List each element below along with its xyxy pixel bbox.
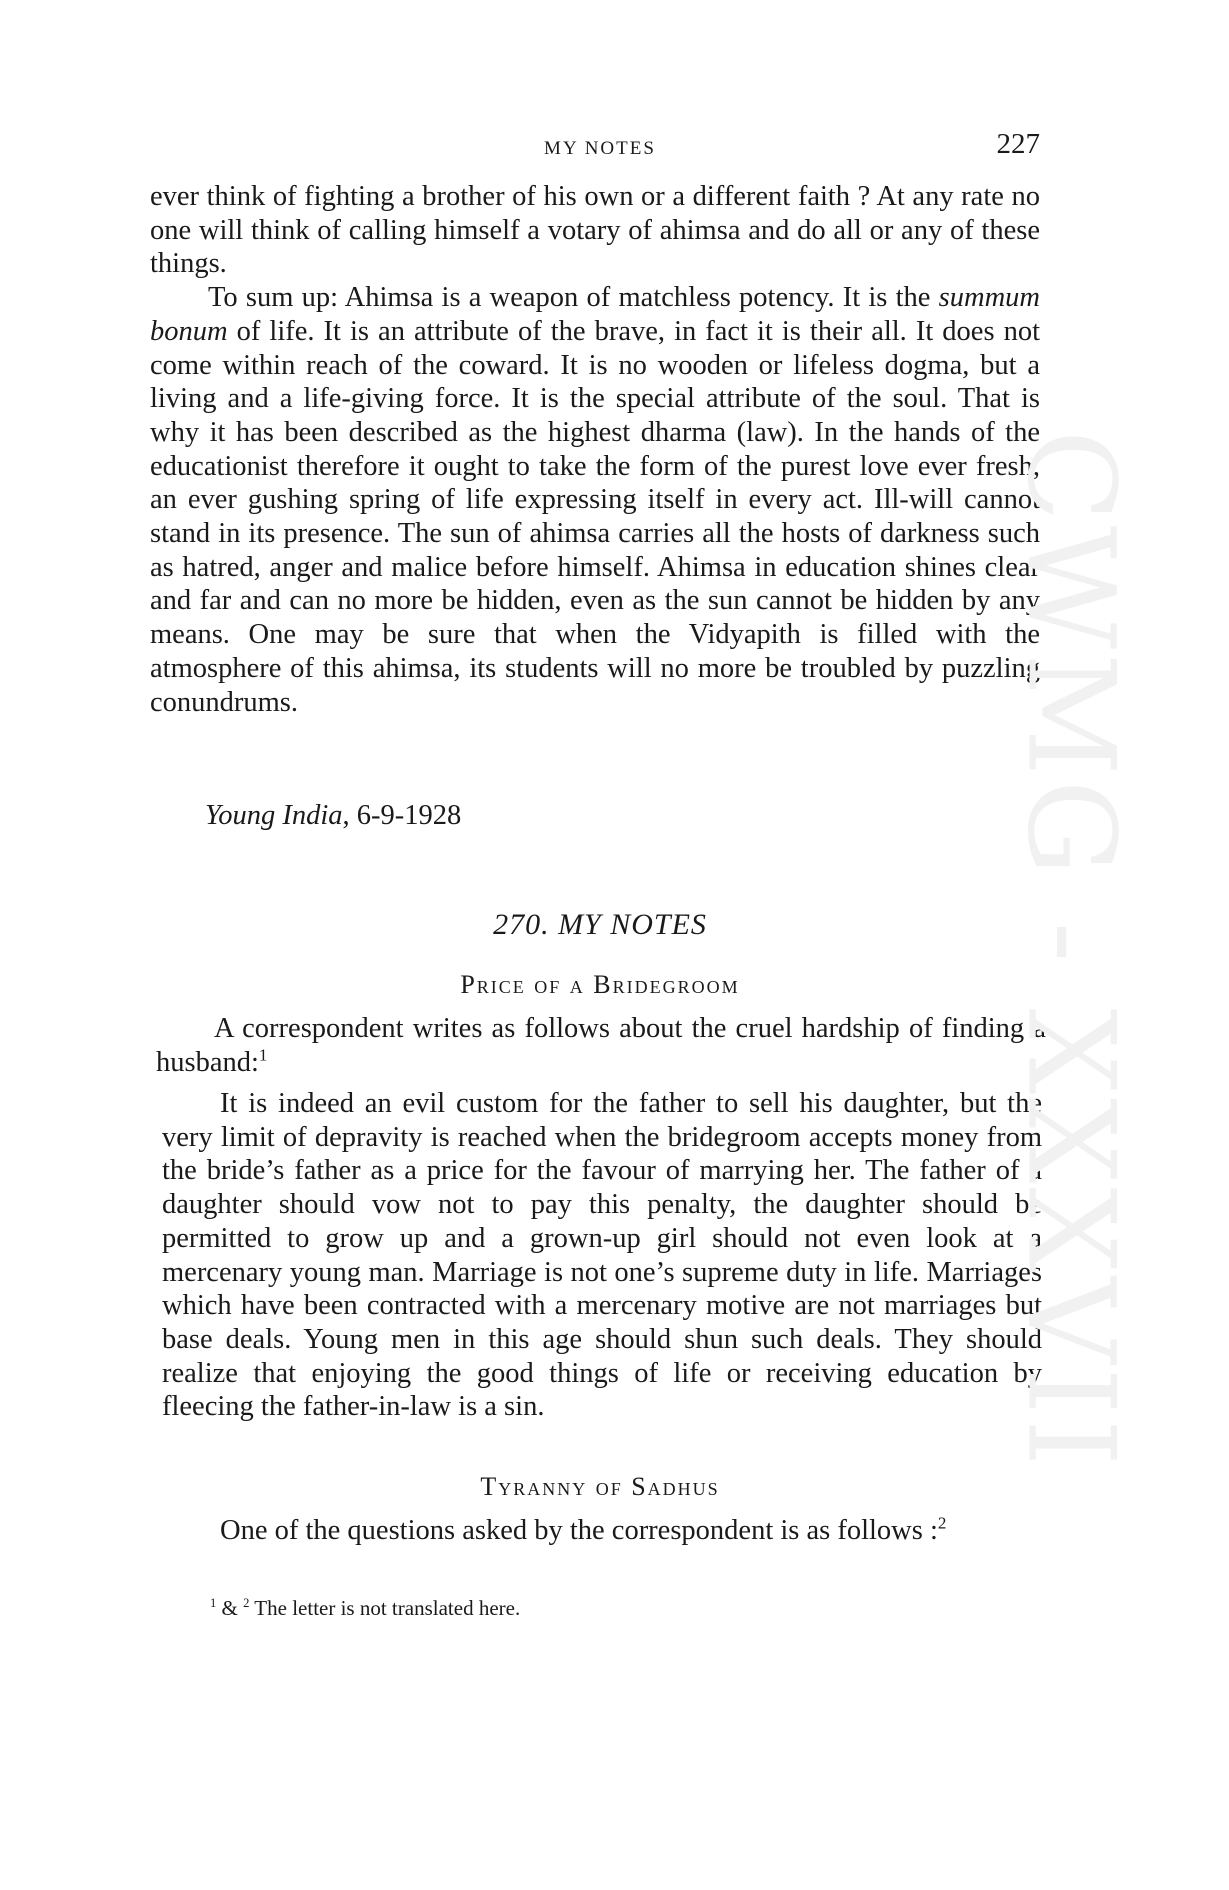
text-run: One of the questions asked by the correspondent is as follows : [220,1515,938,1546]
footnote-ref: 1 [258,1045,268,1065]
footnote-ref: 2 [937,1513,947,1533]
footnote [210,1596,520,1621]
footnote-marker: 1 [210,1596,217,1610]
text-run: A correspondent writes as follows about the cruel hardship of finding a husband: [156,1013,1046,1078]
paragraph: ever think of fighting a brother of his own or a different faith ? At any rate no one will think of calling himself a votary of ahimsa and do all or any of these things. [150,181,1040,280]
citation-source: Young India [205,800,343,831]
subheading: Tyranny of Sadhus [480,1472,720,1501]
continued-article-text [150,180,1040,719]
paragraph [156,1012,1046,1079]
italic-phrase: summum bonum [150,282,1040,347]
text-run: To sum up: Ahimsa is a weapon of matchless potency. It is the [208,282,939,314]
footnote-text: The letter is not translated here. [249,1596,521,1620]
paragraph-intro [156,1012,1046,1079]
running-head [150,128,1050,168]
footnote-amp: & [216,1596,244,1620]
watermark-text: CWMG - XXXVII [1000,429,1140,1471]
paragraph-question [162,1514,1042,1548]
section-title: 270. MY NOTES [493,908,707,941]
page-number: 227 [996,128,1040,160]
paragraph-response [162,1087,1042,1424]
paragraph [150,281,1040,719]
citation-date: , 6-9-1928 [342,800,462,831]
paragraph: It is indeed an evil custom for the father to sell his daughter, but the very limit of depravity is reached when the bridegroom accepts money from the bride’s father as a price for the favour of marrying her. The father of a daughter should vow not to pay this penalty, the daughter should be permitted to grow up and a grown-up girl should not even look at a mercenary young man. Marriage is not one’s supreme duty in life. Marriages which have been contracted with a mercenary motive are not marriages but base deals. Young men in this age should shun such deals. They should realize that enjoying the good things of life or receiving education by fleecing the father-in-law is a sin. [162,1088,1042,1423]
source-citation [205,800,461,832]
paragraph [162,1514,1042,1548]
text-run: of life. It is an attribute of the brave, in fact it is their all. It does not come within reach of the coward. It is no wooden or lifeless dogma, but a living and a life-giving force. It is the special attribute of the soul. That is why it has been described as the highest dharma (law). In the hands of the educationist therefore it ought to take the form of the purest love ever fresh, an ever gushing spring of life expressing itself in every act. Ill-will cannot stand in its presence. The sun of ahimsa carries all the hosts of darkness such as hatred, anger and malice before himself. Ahimsa in education shines clear and far and can no more be hidden, even as the sun cannot be hidden by any means. One may be sure that when the Vidyapith is filled with the atmosphere of this ahimsa, its students will no more be troubled by puzzling conundrums. [150,315,1040,718]
footnote-marker: 2 [243,1596,250,1610]
subheading: Price of a Bridegroom [460,970,740,999]
running-title: MY NOTES [544,138,656,159]
